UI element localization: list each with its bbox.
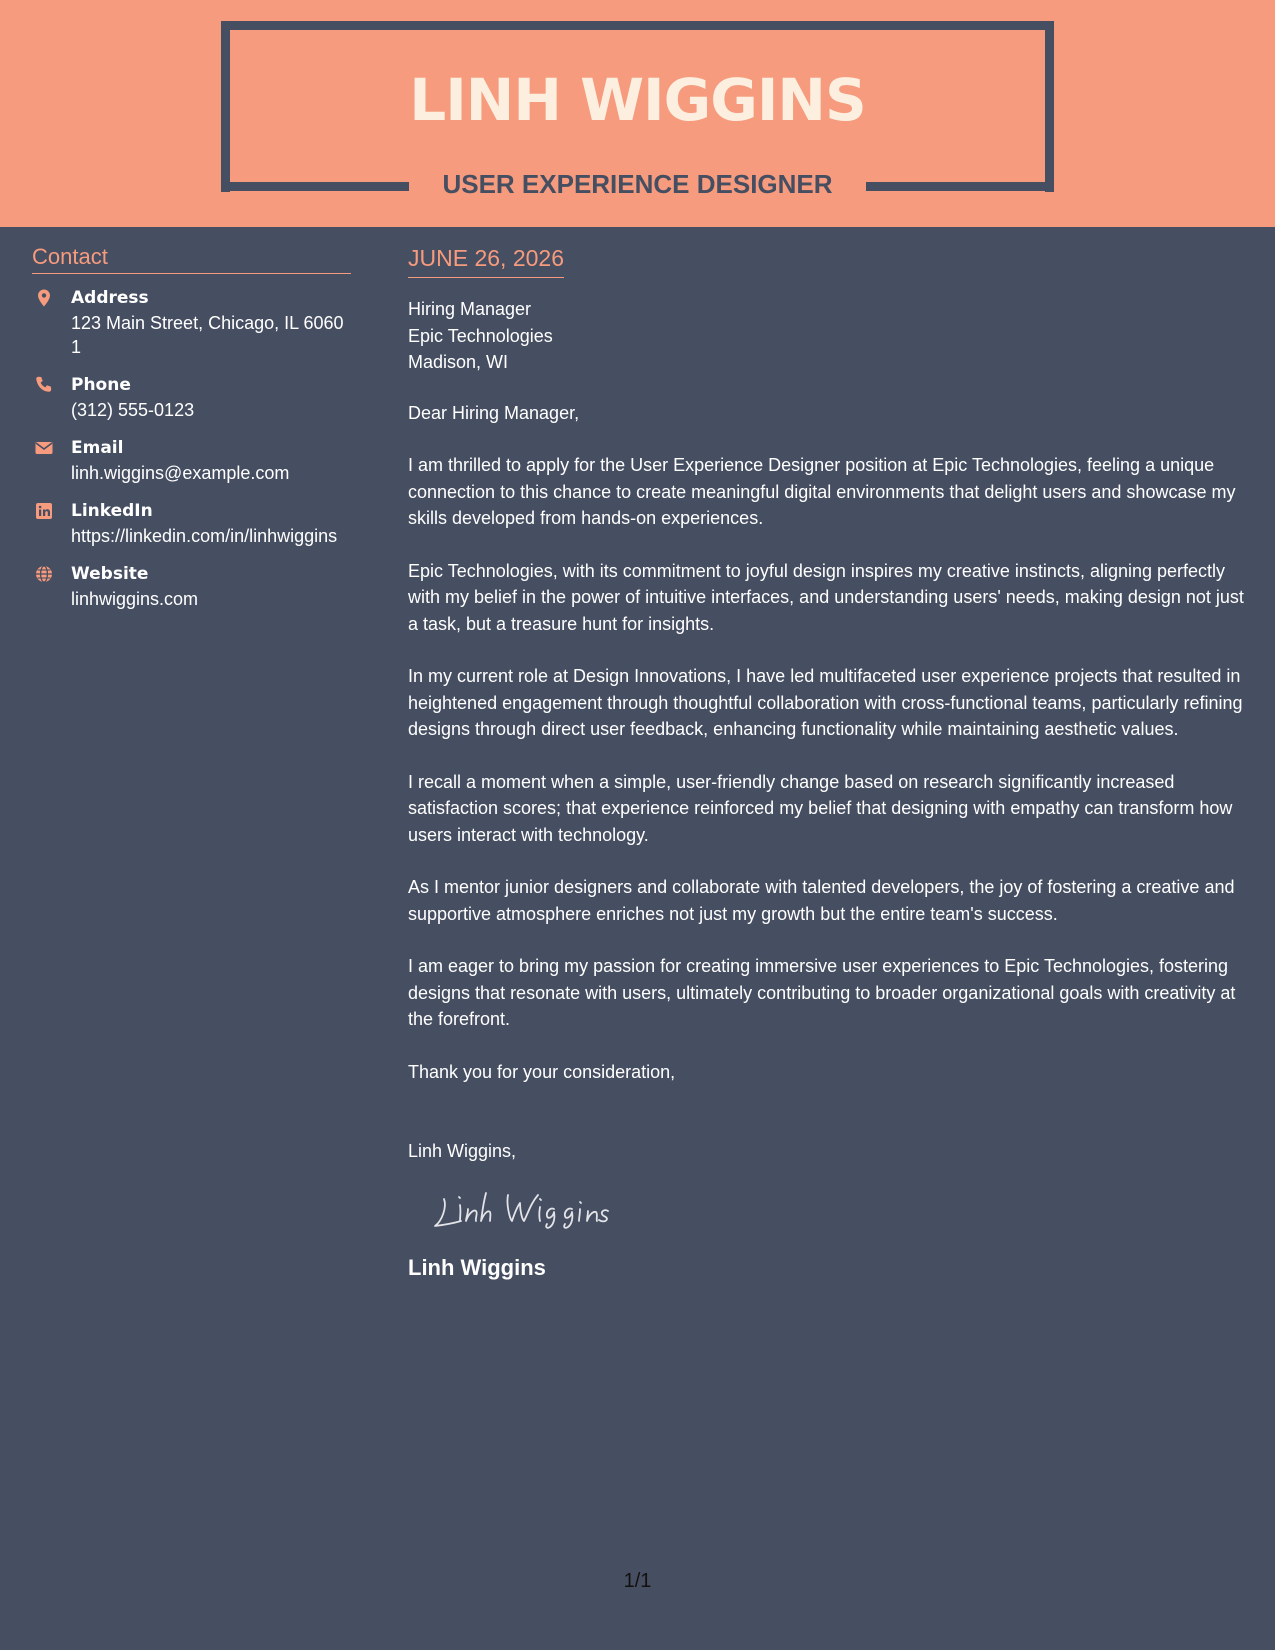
letter-paragraph: I recall a moment when a simple, user-friendly change based on research significantly increased satisfaction scores; that experience reinforced my belief that designing with empathy can transform how users interact with technology. [408,771,1233,845]
applicant-name: LINH WIGGINS [409,66,866,134]
salutation: Dear Hiring Manager, [408,402,580,423]
page-number: 1/1 [623,1570,652,1592]
header-banner [0,0,1275,227]
contact-website [32,562,351,611]
contact-heading: Contact [32,243,351,274]
header-frame-bottom-left [221,182,409,191]
contact-label: LinkedIn [71,501,153,521]
globe-icon [34,564,54,584]
contact-value[interactable]: linhwiggins.com [71,589,199,609]
contact-value: (312) 555-0123 [71,400,195,420]
contact-address [32,286,351,359]
header-frame-bottom-right [866,182,1054,191]
contact-email [32,436,351,485]
linkedin-icon [34,501,54,521]
contact-label: Address [71,288,149,308]
contact-label: Website [71,564,149,584]
contact-linkedin [32,499,351,548]
contact-label: Phone [71,375,131,395]
signed-name: Linh Wiggins [408,1254,546,1280]
closing-line: Thank you for your consideration, [408,1061,676,1082]
job-title: USER EXPERIENCE DESIGNER [442,169,833,199]
phone-icon [34,375,54,395]
recipient-line: Hiring Manager [408,299,532,319]
contact-label: Email [71,438,124,458]
letter-paragraph: I am thrilled to apply for the User Experience Designer position at Epic Technologies, feeling a unique connection to this chance to create meaningful digital environments that delight users and showcase my skills developed from hands-on experiences. [408,455,1236,528]
contact-phone [32,373,351,422]
recipient-line: Madison, WI [408,352,509,372]
letter-paragraph: As I mentor junior designers and collaborate with talented developers, the joy of fostering a creative and supportive atmosphere enriches not just my growth but the entire team's success. [408,877,1235,924]
recipient-line: Epic Technologies [408,325,553,346]
letter-body [408,243,1251,1283]
map-pin-icon [34,288,54,308]
letter-paragraph: I am eager to bring my passion for creating immersive user experiences to Epic Technologies, fostering designs that resonate with users, ultimately contributing to broader organizational goals with creativity at the forefront. [408,956,1236,1029]
envelope-icon [34,438,54,458]
signoff-line: Linh Wiggins, [408,1141,517,1161]
letter-date: JUNE 26, 2026 [408,243,564,278]
letter-paragraph: In my current role at Design Innovations, I have led multifaceted user experience projects that resulted in heightened engagement through thoughtful collaboration with cross-functional teams, particularly refining designs through direct user feedback, enhancing functionality while maintaining aesthetic values. [408,666,1243,739]
recipient-block [408,296,1251,376]
contact-value: 123 Main Street, Chicago, IL 60601 [71,313,344,357]
letter-paragraph: Epic Technologies, with its commitment to joyful design inspires my creative instincts, aligning perfectly with my belief in the power of intuitive interfaces, and understanding users' needs, making design not just a task, but a treasure hunt for insights. [408,560,1244,634]
handwritten-signature [430,1185,650,1235]
contact-sidebar [32,243,351,625]
contact-value[interactable]: https://linkedin.com/in/linhwiggins [71,526,338,546]
contact-value[interactable]: linh.wiggins@example.com [71,463,290,483]
